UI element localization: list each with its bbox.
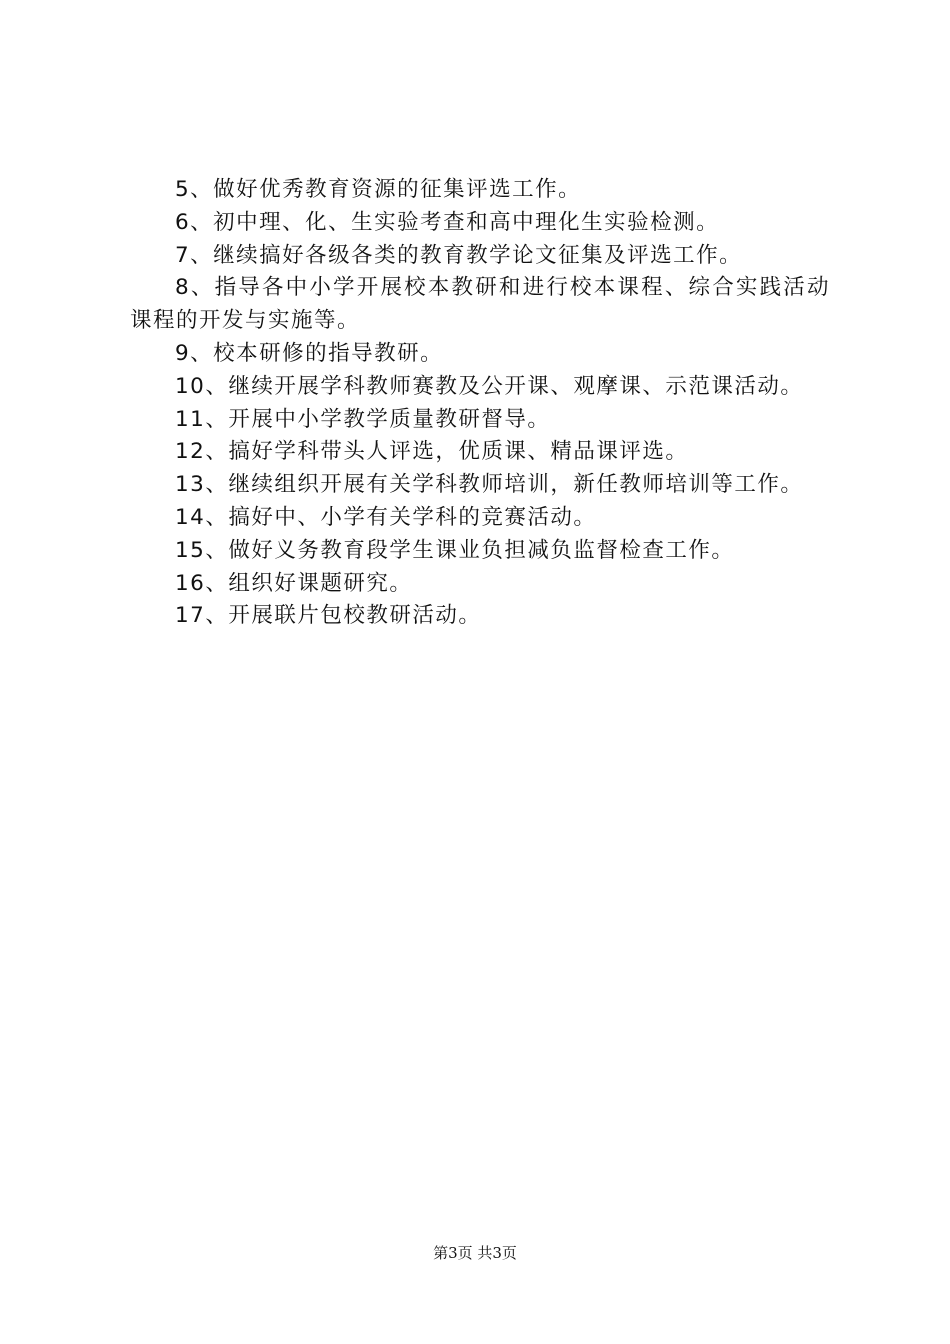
paragraph-item-14: 14、搞好中、小学有关学科的竞赛活动。 bbox=[175, 504, 597, 530]
paragraph-item-7: 7、继续搞好各级各类的教育教学论文征集及评选工作。 bbox=[175, 242, 743, 268]
paragraph-item-5: 5、做好优秀教育资源的征集评选工作。 bbox=[175, 177, 582, 202]
paragraph-item-17: 17、开展联片包校教研活动。 bbox=[175, 603, 482, 629]
paragraph-item-9: 9、校本研修的指导教研。 bbox=[175, 340, 444, 366]
paragraph-item-6: 6、初中理、化、生实验考查和高中理化生实验检测。 bbox=[175, 209, 720, 235]
paragraph-item-15: 15、做好义务教育段学生课业负担减负监督检查工作。 bbox=[175, 537, 735, 563]
paragraph-item-8: 8、指导各中小学开展校本教研和进行校本课程、综合实践活动课程的开发与实施等。 bbox=[130, 275, 830, 334]
paragraph-item-16: 16、组织好课题研究。 bbox=[175, 570, 413, 596]
paragraph-item-13: 13、继续组织开展有关学科教师培训，新任教师培训等工作。 bbox=[175, 472, 804, 498]
page-footer: 第3页 共3页 bbox=[433, 1244, 517, 1262]
paragraph-item-10: 10、继续开展学科教师赛教及公开课、观摩课、示范课活动。 bbox=[175, 373, 804, 399]
paragraph-item-12: 12、搞好学科带头人评选，优质课、精品课评选。 bbox=[175, 439, 689, 465]
paragraph-item-11: 11、开展中小学教学质量教研督导。 bbox=[175, 406, 551, 432]
document-body bbox=[130, 174, 830, 633]
